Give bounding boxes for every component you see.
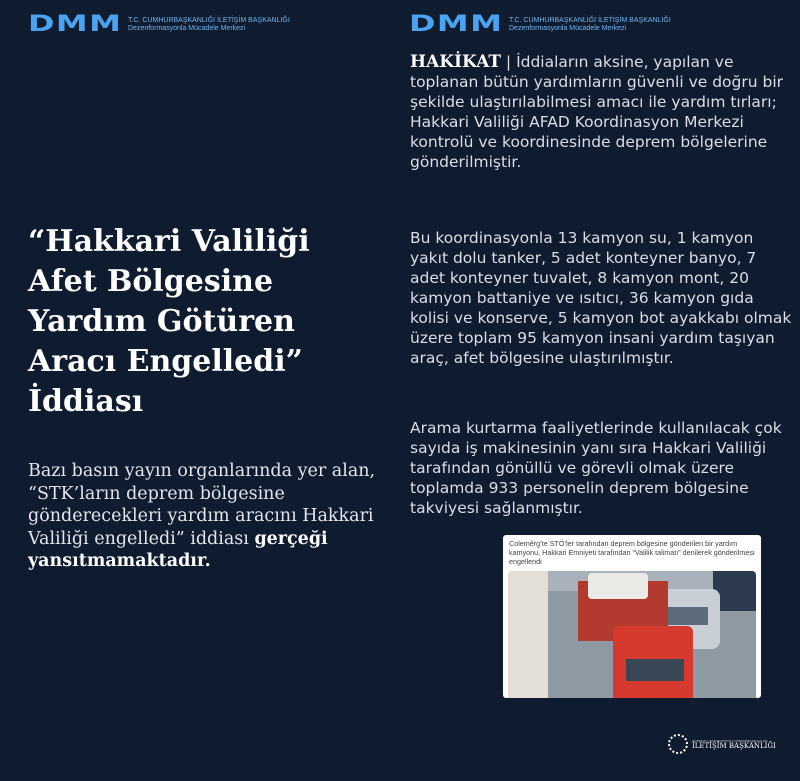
fact-paragraph-1 (410, 52, 795, 172)
dmm-logo: DMM (28, 12, 123, 37)
news-screenshot-card (503, 535, 761, 698)
fact-paragraph-3: Arama kurtarma faaliyetlerinde kullanılacak çok sayıda iş makinesinin yanı sıra Hakkari Valiliği tarafından gönüllü ve görevli olmak üzere toplamda 933 personelin deprem bölgesine takviyesi sağlanmıştır. (410, 419, 782, 517)
dmm-brand-right (409, 14, 671, 36)
claim-title: “Hakkari Valiliği Afet Bölgesine Yardım Götüren Aracı Engelledi” İddiası (28, 224, 310, 419)
brand-line-1: T.C. CUMHURBAŞKANLIĞI İLETİŞİM BAŞKANLIĞI (509, 17, 671, 24)
emblem-icon (668, 734, 688, 754)
brand-line-1: T.C. CUMHURBAŞKANLIĞI İLETİŞİM BAŞKANLIĞI (128, 17, 290, 24)
claim-summary-text: Bazı basın yayın organlarında yer alan, “STK’ların deprem bölgesine gönderecekleri yardım aracını Hakkari Valiliği engelledi” iddiası (28, 461, 376, 549)
dmm-logo: DMM (409, 12, 504, 37)
separator: | (500, 53, 517, 71)
photo-car-window (668, 607, 708, 625)
fact-paragraph-2: Bu koordinasyonla 13 kamyon su, 1 kamyon yakıt dolu tanker, 5 adet konteyner banyo, 7 adet konteyner tuvalet, 8 kamyon mont, 20 kamyon battaniye ve ısıtıcı, 36 kamyon gıda kolisi ve konserve, 5 kamyon bot ayakkabı olmak üzere toplam 95 kamyon insani yardım taşıyan araç, afet bölgesine ulaştırılmıştır. (410, 229, 792, 367)
photo-wall (508, 571, 548, 698)
footer-org-small: TÜRKİYE CUMHURİYETİ CUMHURBAŞKANLIĞI (692, 738, 768, 743)
brand-line-2: Dezenformasyonla Mücadele Merkezi (509, 25, 627, 32)
fact-paragraph-1-text: İddiaların aksine, yapılan ve toplanan bütün yardımların güvenli ve doğru bir şekilde ulaştırılabilmesi amacı ile yardım tırları; Hakkari Valiliği AFAD Koordinasyon Merkezi kontrolü ve koordinesinde deprem bölgelerine gönderilmiştir. (410, 53, 784, 171)
footer-org-name: İLETİŞİM BAŞKANLIĞI (692, 741, 776, 750)
fact-panel (400, 0, 800, 781)
truck-photo (508, 571, 756, 698)
hakikat-label: HAKİKAT (410, 52, 501, 72)
dmm-brand (28, 14, 290, 36)
photo-cargo-load (588, 573, 648, 599)
claim-verdict: gerçeği yansıtmamaktadır. (28, 528, 328, 571)
claim-summary (28, 460, 388, 573)
iletisim-logo (668, 734, 776, 754)
news-caption: Colemêrg’te STÖ’ler tarafından deprem bölgesine gönderilen bir yardım kamyonu, Hakkari Emniyeti tarafından “Valilik talimatı” denilerek gönderilmesi engellendi (509, 539, 755, 566)
brand-line-2: Dezenformasyonla Mücadele Merkezi (128, 25, 246, 32)
photo-truck-window (626, 659, 684, 681)
